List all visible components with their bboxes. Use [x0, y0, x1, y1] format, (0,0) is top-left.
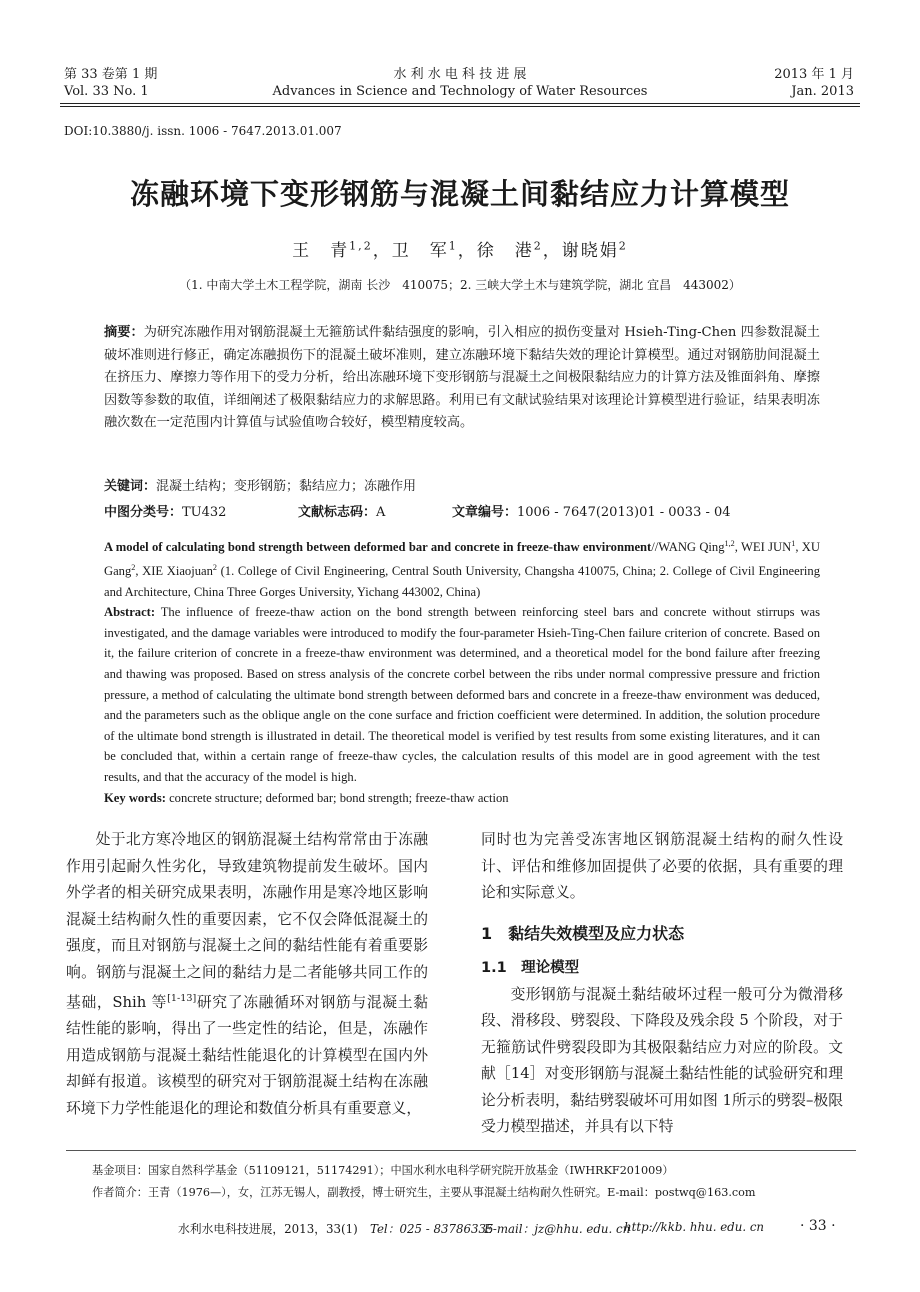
chinese-keywords: 关键词：混凝土结构；变形钢筋；黏结应力；冻融作用 — [104, 479, 417, 494]
affiliations: （1. 中南大学土木工程学院，湖南 长沙 410075；2. 三峡大学土木与建筑学院，湖北 宜昌 443002） — [179, 278, 741, 292]
body-right-column — [481, 827, 843, 1141]
body-left-column — [66, 827, 428, 1122]
footer-journal: 水利水电科技进展，2013，33(1) — [178, 1222, 358, 1236]
subsection-heading: 1.1 理论模型 — [481, 960, 580, 976]
footer-url[interactable]: http://kkb. hhu. edu. cn — [624, 1220, 765, 1234]
running-header-journal: 水 利 水 电 科 技 进 展 Advances in Science and Technology of Water Resources — [272, 67, 648, 99]
footnote-rule — [66, 1150, 856, 1151]
doi: DOI:10.3880/j. issn. 1006 - 7647.2013.01.007 — [64, 124, 342, 138]
running-header-date: 2013 年 1 月 Jan. 2013 — [774, 67, 854, 99]
body-paragraph: 变形钢筋与混凝土黏结破坏过程一般可分为微滑移段、滑移段、劈裂段、下降段及残余段 5 个阶段，对于无箍筋试件劈裂段即为其极限黏结应力对应的阶段。文献［14］对变形钢筋与混凝土黏结性能的试验研究和理论分析表明，黏结劈裂破坏可用如图 1所示的劈裂–极限受力模型描述，并具有以下特 — [481, 985, 843, 1135]
page-number: · 33 · — [800, 1218, 836, 1234]
section-heading: 1 黏结失效模型及应力状态 — [481, 923, 685, 943]
header-rule-double — [60, 106, 860, 107]
english-abstract-body: Abstract: The influence of freeze-thaw action on the bond strength between reinforcing steel bars and concrete without stirrups was investigated, and the damage variables were introduced to modify the four-parameter Hsieh-Ting-Chen failure criterion of concrete. Based on it, the failure criterion of concrete in a freeze-thaw environment was determined, and a theoretical model for the bond failure after freezing and thawing was proposed. Based on stress analysis of the concrete corbel between the ribs under normal compressive pressure and friction pressure, a method of calculating the ultimate bond strength between deformed bars and concrete in a freeze-thaw environment was deduced, and the parameters such as the oblique angle on the cone surface and friction coefficient were determined. In addition, the solution procedure of the ultimate bond strength is illustrated in detail. The theoretical model is verified by test results from some existing literatures, and it can be concluded that, within a certain range of freeze-thaw cycles, the calculation results of this model are in good agreement with the test results, and that the accuracy of the model is high. — [104, 605, 820, 784]
english-keywords: Key words: concrete structure; deformed bar; bond strength; freeze-thaw action — [104, 790, 509, 805]
running-header-volume: 第 33 卷第 1 期 Vol. 33 No. 1 — [64, 67, 158, 99]
abstract-text: 为研究冻融作用对钢筋混凝土无箍筋试件黏结强度的影响，引入相应的损伤变量对 Hsieh-Ting-Chen 四参数混凝土破坏准则进行修正，确定冻融损伤下的混凝土破坏准则，建立冻融环境下黏结失效的理论计算模型。通过对钢筋肋间混凝土在挤压力、摩擦力等作用下的受力分析，给出冻融环境下变形钢筋与混凝土之间极限黏结应力的计算方法及锥面斜角、摩擦因数等参数的取值，详细阐述了极限黏结应力的求解思路。利用已有文献试验结果对该理论计算模型进行验证，结果表明冻融次数在一定范围内计算值与试验值吻合较好，模型精度较高。 — [104, 325, 820, 431]
english-title-authors: A model of calculating bond strength between deformed bar and concrete in freeze-thaw environment//WANG Qing$^{1,2}$, WEI JUN$^1$, XU Gang$^2$, XIE Xiaojuan$^2$ (1. College of Civil Engineering, Central South University, Changsha 410075, China; 2. College of Civil Engineering and Architecture, China Three Gorges University, Yichang 443002, China) — [104, 539, 820, 599]
intro-paragraph: 处于北方寒冷地区的钢筋混凝土结构常常由于冻融作用引起耐久性劣化，导致建筑物提前发生破坏。国内外学者的相关研究成果表明，冻融作用是寒冷地区影响混凝土结构耐久性的重要因素，它不仅会降低混凝土的强度，而且对钢筋与混凝土之间的黏结性能有着重要影响。钢筋与混凝土之间的黏结力是二者能够共同工作的基础，Shih 等[1-13]研究了冻融循环对钢筋与混凝土黏结性能的影响，得出了一些定性的结论，但是，冻融作用造成钢筋与混凝土黏结性能退化的计算模型在国内外却鲜有报道。该模型的研究对于钢筋混凝土结构在冻融环境下力学性能退化的理论和数值分析具有重要意义， — [66, 831, 428, 1117]
clc-number: 中图分类号：TU432 — [104, 505, 227, 520]
article-number: 文章编号：1006 - 7647(2013)01 - 0033 - 04 — [452, 505, 731, 520]
author-list: 王 青$^{1,2}$，卫 军$^1$，徐 港$^2$，谢晓娟$^2$ — [292, 239, 628, 261]
abstract-label: 摘要： — [104, 325, 144, 340]
footer-tel: Tel：025 - 83786335 — [370, 1222, 494, 1236]
funding-footnote: 基金项目：国家自然科学基金（51109121，51174291）；中国水利水电科学研究院开放基金（IWHRKF201009） — [92, 1164, 674, 1177]
english-abstract — [104, 534, 820, 808]
intro-paragraph-continued: 同时也为完善受冻害地区钢筋混凝土结构的耐久性设计、评估和维修加固提供了必要的依据，具有重要的理论和实际意义。 — [481, 831, 843, 901]
header-rule — [60, 103, 860, 104]
footer-email: E-mail：jz@hhu. edu. cn — [484, 1222, 631, 1236]
document-code: 文献标志码：A — [298, 505, 386, 520]
chinese-abstract — [104, 322, 820, 435]
paper-title: 冻融环境下变形钢筋与混凝土间黏结应力计算模型 — [129, 177, 790, 211]
author-footnote: 作者简介：王青（1976—），女，江苏无锡人，副教授，博士研究生，主要从事混凝土结构耐久性研究。E-mail：postwq@163.com — [92, 1186, 756, 1199]
